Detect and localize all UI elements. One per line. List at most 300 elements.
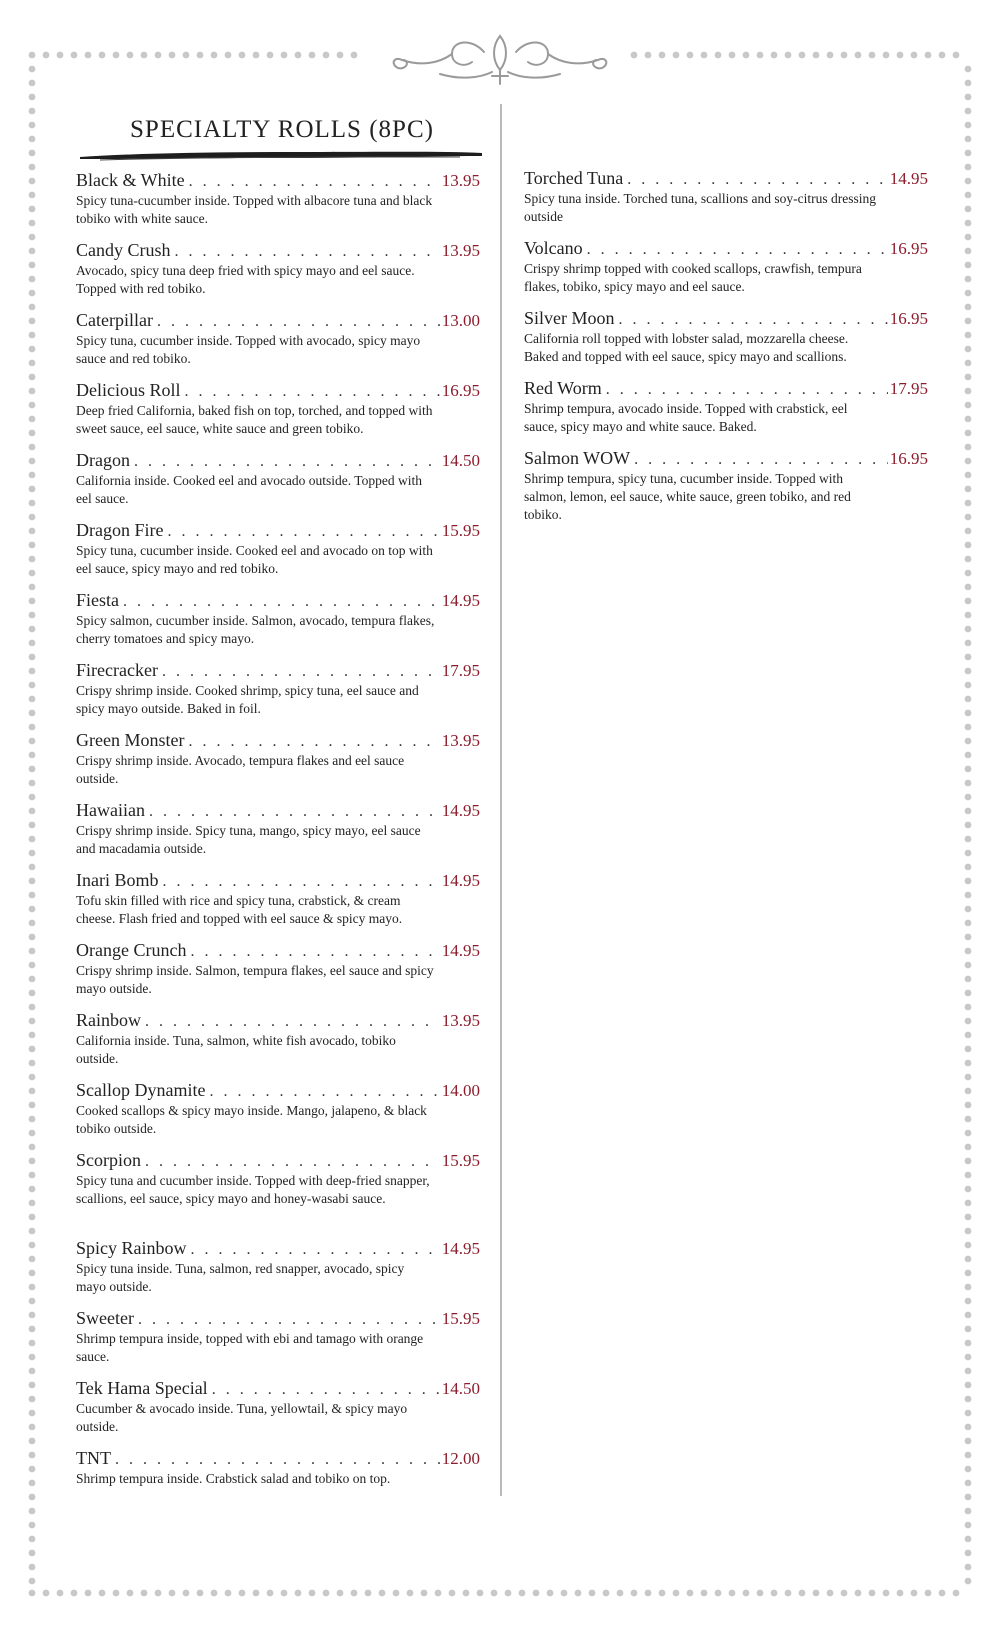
border-dot bbox=[965, 388, 972, 395]
border-dot bbox=[29, 1438, 36, 1445]
menu-item-header bbox=[76, 520, 480, 541]
border-dot bbox=[29, 1424, 36, 1431]
border-dot bbox=[965, 542, 972, 549]
border-dot bbox=[965, 122, 972, 129]
border-dot bbox=[883, 1590, 890, 1597]
menu-item-header bbox=[76, 870, 480, 891]
border-dot bbox=[85, 1590, 92, 1597]
menu-item-price: 14.50 bbox=[441, 451, 480, 470]
border-dot bbox=[29, 570, 36, 577]
menu-item bbox=[76, 1448, 480, 1518]
border-dot bbox=[29, 1032, 36, 1039]
menu-item bbox=[76, 450, 480, 520]
border-dot bbox=[603, 1590, 610, 1597]
menu-item-price: 13.95 bbox=[441, 171, 480, 190]
menu-item-description: Tofu skin filled with rice and spicy tuna, crabstick, & cream cheese. Flash fried and topped with eel sauce & spicy mayo. bbox=[76, 893, 403, 926]
border-dot bbox=[965, 640, 972, 647]
menu-item-price: 16.95 bbox=[441, 381, 480, 400]
menu-item-price: 14.95 bbox=[441, 1239, 480, 1258]
menu-item bbox=[76, 1378, 480, 1448]
border-dot bbox=[29, 1256, 36, 1263]
border-dot bbox=[239, 52, 246, 59]
border-dot bbox=[113, 52, 120, 59]
border-dot bbox=[29, 1074, 36, 1081]
border-dot bbox=[673, 1590, 680, 1597]
border-dot bbox=[29, 1214, 36, 1221]
menu-item-price: 15.95 bbox=[441, 1309, 480, 1328]
border-dot bbox=[965, 1130, 972, 1137]
border-dot bbox=[965, 1060, 972, 1067]
border-dot bbox=[29, 514, 36, 521]
menu-item-price: 13.95 bbox=[441, 1011, 480, 1030]
border-dot bbox=[29, 388, 36, 395]
dot-leader bbox=[587, 241, 888, 259]
border-dot bbox=[965, 1270, 972, 1277]
menu-item-header bbox=[76, 170, 480, 191]
border-dot bbox=[965, 136, 972, 143]
menu-item-name: Orange Crunch bbox=[76, 940, 187, 960]
menu-item bbox=[76, 240, 480, 310]
border-dot bbox=[561, 1590, 568, 1597]
border-dot bbox=[965, 1396, 972, 1403]
border-dot bbox=[785, 52, 792, 59]
border-dot bbox=[965, 1200, 972, 1207]
border-dot bbox=[965, 1410, 972, 1417]
dot-leader bbox=[619, 311, 888, 329]
menu-item-name: Tek Hama Special bbox=[76, 1378, 208, 1398]
menu-item-name: Dragon bbox=[76, 450, 130, 470]
dot-leader bbox=[167, 523, 439, 541]
dot-leader bbox=[634, 451, 888, 469]
border-dot bbox=[29, 1228, 36, 1235]
border-dot bbox=[239, 1590, 246, 1597]
menu-item-header bbox=[76, 660, 480, 681]
border-dot bbox=[743, 52, 750, 59]
border-dot bbox=[141, 1590, 148, 1597]
border-dot bbox=[29, 1172, 36, 1179]
dot-leader bbox=[157, 313, 440, 331]
border-dot bbox=[939, 52, 946, 59]
border-dot bbox=[29, 1046, 36, 1053]
border-dot bbox=[183, 52, 190, 59]
border-dot bbox=[883, 52, 890, 59]
border-dot bbox=[421, 1590, 428, 1597]
dot-leader bbox=[175, 243, 440, 261]
menu-item-description: Crispy shrimp topped with cooked scallops, crawfish, tempura flakes, tobiko, spicy mayo and eel sauce. bbox=[524, 261, 862, 294]
border-dot bbox=[29, 234, 36, 241]
border-dot bbox=[29, 1004, 36, 1011]
border-dot bbox=[29, 836, 36, 843]
menu-item-name: Delicious Roll bbox=[76, 380, 181, 400]
border-dot bbox=[965, 906, 972, 913]
menu-item-header bbox=[76, 800, 480, 821]
border-dot bbox=[729, 1590, 736, 1597]
border-dot bbox=[449, 1590, 456, 1597]
border-dot bbox=[463, 1590, 470, 1597]
border-dot bbox=[965, 696, 972, 703]
border-dot bbox=[29, 1396, 36, 1403]
menu-item-name: Red Worm bbox=[524, 378, 602, 398]
border-dot bbox=[127, 1590, 134, 1597]
border-dot bbox=[965, 178, 972, 185]
border-dot bbox=[29, 668, 36, 675]
border-dot bbox=[29, 934, 36, 941]
border-dot bbox=[965, 724, 972, 731]
menu-item-header bbox=[524, 378, 928, 399]
border-dot bbox=[965, 738, 972, 745]
border-dot bbox=[29, 290, 36, 297]
border-dot bbox=[965, 1186, 972, 1193]
border-dot bbox=[29, 738, 36, 745]
border-dot bbox=[127, 52, 134, 59]
menu-item-price: 17.95 bbox=[889, 379, 928, 398]
border-dot bbox=[295, 1590, 302, 1597]
border-dot bbox=[743, 1590, 750, 1597]
border-dot bbox=[965, 1368, 972, 1375]
border-dot bbox=[99, 52, 106, 59]
border-dot bbox=[965, 850, 972, 857]
menu-item-price: 16.95 bbox=[889, 449, 928, 468]
border-dot bbox=[965, 206, 972, 213]
menu-item bbox=[524, 448, 928, 522]
border-dot bbox=[965, 430, 972, 437]
border-dot bbox=[29, 1536, 36, 1543]
border-dot bbox=[309, 52, 316, 59]
border-dot bbox=[29, 94, 36, 101]
border-dot bbox=[29, 780, 36, 787]
border-dot bbox=[965, 1228, 972, 1235]
border-dot bbox=[29, 906, 36, 913]
border-dot bbox=[965, 780, 972, 787]
border-dot bbox=[965, 1214, 972, 1221]
border-dot bbox=[965, 262, 972, 269]
border-dot bbox=[965, 1298, 972, 1305]
border-dot bbox=[57, 52, 64, 59]
border-dot bbox=[965, 528, 972, 535]
border-dot bbox=[965, 1032, 972, 1039]
border-dot bbox=[29, 1410, 36, 1417]
menu-item-name: Caterpillar bbox=[76, 310, 153, 330]
border-dot bbox=[965, 234, 972, 241]
border-dot bbox=[965, 1116, 972, 1123]
border-dot bbox=[267, 52, 274, 59]
border-dot bbox=[965, 416, 972, 423]
border-dot bbox=[827, 1590, 834, 1597]
menu-item-price: 15.95 bbox=[441, 1151, 480, 1170]
border-dot bbox=[85, 52, 92, 59]
border-dot bbox=[29, 1564, 36, 1571]
border-dot bbox=[29, 682, 36, 689]
border-dot bbox=[827, 52, 834, 59]
menu-item-name: Scallop Dynamite bbox=[76, 1080, 206, 1100]
border-dot bbox=[965, 290, 972, 297]
menu-column-right bbox=[524, 168, 928, 522]
dot-leader bbox=[212, 1381, 440, 1399]
menu-item bbox=[76, 590, 480, 660]
border-dot bbox=[43, 1590, 50, 1597]
border-dot bbox=[29, 1242, 36, 1249]
border-dot bbox=[855, 52, 862, 59]
border-dot bbox=[965, 1382, 972, 1389]
menu-item-header bbox=[76, 1080, 480, 1101]
menu-item-header bbox=[76, 380, 480, 401]
border-dot bbox=[29, 1102, 36, 1109]
border-dot bbox=[965, 164, 972, 171]
border-dot bbox=[29, 458, 36, 465]
border-dot bbox=[965, 1158, 972, 1165]
dot-leader bbox=[188, 733, 439, 751]
menu-item-header bbox=[76, 1308, 480, 1329]
border-dot bbox=[29, 472, 36, 479]
border-dot bbox=[841, 52, 848, 59]
menu-item bbox=[76, 940, 480, 1010]
border-dot bbox=[965, 570, 972, 577]
border-dot bbox=[141, 52, 148, 59]
border-dot bbox=[965, 1284, 972, 1291]
border-dot bbox=[855, 1590, 862, 1597]
border-dot bbox=[29, 220, 36, 227]
border-dot bbox=[965, 836, 972, 843]
menu-item bbox=[76, 1308, 480, 1378]
border-dot bbox=[813, 1590, 820, 1597]
border-dot bbox=[29, 794, 36, 801]
dot-leader bbox=[138, 1311, 440, 1329]
border-dot bbox=[575, 1590, 582, 1597]
menu-item-description: Shrimp tempura, spicy tuna, cucumber inside. Topped with salmon, lemon, eel sauce, white sauce, green tobiko, and red tobiko. bbox=[524, 471, 851, 522]
dot-leader bbox=[191, 1241, 440, 1259]
border-dot bbox=[29, 108, 36, 115]
border-dot bbox=[29, 1522, 36, 1529]
border-dot bbox=[965, 1466, 972, 1473]
border-dot bbox=[211, 1590, 218, 1597]
menu-item-name: Dragon Fire bbox=[76, 520, 164, 540]
menu-item-header bbox=[76, 240, 480, 261]
border-dot bbox=[29, 430, 36, 437]
border-dot bbox=[785, 1590, 792, 1597]
menu-item bbox=[76, 1238, 480, 1308]
menu-item-description: Spicy tuna, cucumber inside. Cooked eel and avocado on top with eel sauce, spicy mayo and red tobiko. bbox=[76, 543, 433, 576]
border-dot bbox=[407, 1590, 414, 1597]
menu-item-name: Candy Crush bbox=[76, 240, 171, 260]
border-dot bbox=[869, 52, 876, 59]
border-dot bbox=[953, 52, 960, 59]
border-dot bbox=[965, 864, 972, 871]
border-dot bbox=[155, 52, 162, 59]
border-dot bbox=[965, 1102, 972, 1109]
menu-item-price: 14.95 bbox=[441, 591, 480, 610]
border-dot bbox=[965, 1354, 972, 1361]
dot-leader bbox=[189, 173, 440, 191]
menu-item-header bbox=[76, 590, 480, 611]
border-dot bbox=[965, 1494, 972, 1501]
border-dot bbox=[965, 766, 972, 773]
border-dot bbox=[965, 598, 972, 605]
dot-leader bbox=[145, 1153, 440, 1171]
border-dot bbox=[211, 52, 218, 59]
border-dot bbox=[965, 948, 972, 955]
border-dot bbox=[281, 1590, 288, 1597]
border-dot bbox=[29, 878, 36, 885]
border-dot bbox=[965, 318, 972, 325]
border-dot bbox=[965, 108, 972, 115]
border-dot bbox=[965, 1018, 972, 1025]
border-dot bbox=[29, 864, 36, 871]
border-dot bbox=[169, 1590, 176, 1597]
border-dot bbox=[365, 1590, 372, 1597]
menu-item bbox=[76, 520, 480, 590]
menu-item bbox=[76, 800, 480, 870]
menu-item-description: Avocado, spicy tuna deep fried with spicy mayo and eel sauce. Topped with red tobiko. bbox=[76, 263, 415, 296]
border-dot bbox=[965, 1522, 972, 1529]
border-dot bbox=[29, 962, 36, 969]
border-dot bbox=[29, 164, 36, 171]
border-dot bbox=[645, 52, 652, 59]
menu-item bbox=[524, 168, 928, 238]
border-dot bbox=[965, 444, 972, 451]
border-dot bbox=[757, 1590, 764, 1597]
border-dot bbox=[29, 1088, 36, 1095]
border-dot bbox=[925, 1590, 932, 1597]
menu-item-price: 12.00 bbox=[441, 1449, 480, 1468]
menu-item-name: Black & White bbox=[76, 170, 185, 190]
menu-item bbox=[76, 1010, 480, 1080]
menu-item-header bbox=[76, 1448, 480, 1469]
menu-item-price: 14.95 bbox=[441, 941, 480, 960]
border-dot bbox=[351, 1590, 358, 1597]
border-dot bbox=[965, 1326, 972, 1333]
border-dot bbox=[965, 934, 972, 941]
border-dot bbox=[491, 1590, 498, 1597]
border-dot bbox=[965, 1256, 972, 1263]
border-dot bbox=[965, 710, 972, 717]
menu-item-name: Salmon WOW bbox=[524, 448, 631, 468]
border-dot bbox=[29, 500, 36, 507]
border-dot bbox=[965, 584, 972, 591]
border-dot bbox=[965, 1242, 972, 1249]
border-dot bbox=[519, 1590, 526, 1597]
border-dot bbox=[29, 402, 36, 409]
border-dot bbox=[965, 990, 972, 997]
menu-item-header bbox=[524, 168, 928, 189]
menu-item-header bbox=[76, 1010, 480, 1031]
border-dot bbox=[295, 52, 302, 59]
border-dot bbox=[505, 1590, 512, 1597]
menu-item-price: 17.95 bbox=[441, 661, 480, 680]
menu-item-description: Crispy shrimp inside. Cooked shrimp, spicy tuna, eel sauce and spicy mayo outside. Baked in foil. bbox=[76, 683, 419, 716]
dot-leader bbox=[163, 873, 440, 891]
menu-item-price: 14.50 bbox=[441, 1379, 480, 1398]
border-dot bbox=[617, 1590, 624, 1597]
border-dot bbox=[71, 52, 78, 59]
border-dot bbox=[965, 892, 972, 899]
border-dot bbox=[477, 1590, 484, 1597]
border-dot bbox=[965, 752, 972, 759]
border-dot bbox=[29, 1284, 36, 1291]
border-dot bbox=[29, 360, 36, 367]
menu-item bbox=[76, 1150, 480, 1238]
border-dot bbox=[869, 1590, 876, 1597]
menu-item-description: Shrimp tempura, avocado inside. Topped with crabstick, eel sauce, spicy mayo and white sauce. Baked. bbox=[524, 401, 848, 434]
border-dot bbox=[253, 1590, 260, 1597]
menu-item-name: Sweeter bbox=[76, 1308, 134, 1328]
menu-item-description: Spicy salmon, cucumber inside. Salmon, avocado, tempura flakes, cherry tomatoes and spicy mayo. bbox=[76, 613, 435, 646]
menu-item-name: Volcano bbox=[524, 238, 583, 258]
border-dot bbox=[799, 1590, 806, 1597]
border-dot bbox=[225, 52, 232, 59]
border-dot bbox=[29, 66, 36, 73]
border-dot bbox=[701, 52, 708, 59]
border-dot bbox=[687, 52, 694, 59]
border-dot bbox=[965, 668, 972, 675]
section-title: SPECIALTY ROLLS (8PC) bbox=[130, 116, 434, 143]
border-dot bbox=[965, 976, 972, 983]
border-dot bbox=[323, 1590, 330, 1597]
border-dot bbox=[965, 514, 972, 521]
border-dot bbox=[965, 1480, 972, 1487]
border-dot bbox=[29, 80, 36, 87]
border-dot bbox=[29, 332, 36, 339]
border-dot bbox=[965, 1312, 972, 1319]
border-dot bbox=[29, 1452, 36, 1459]
border-dot bbox=[29, 1158, 36, 1165]
border-dot bbox=[645, 1590, 652, 1597]
border-dot bbox=[393, 1590, 400, 1597]
menu-item-header bbox=[76, 1238, 480, 1259]
menu-item-description: Crispy shrimp inside. Salmon, tempura flakes, eel sauce and spicy mayo outside. bbox=[76, 963, 434, 996]
menu-item-price: 14.95 bbox=[889, 169, 928, 188]
border-dot bbox=[29, 1550, 36, 1557]
dot-leader bbox=[115, 1451, 440, 1469]
border-dot bbox=[281, 52, 288, 59]
border-dot bbox=[29, 486, 36, 493]
menu-item-name: Fiesta bbox=[76, 590, 119, 610]
dot-leader bbox=[145, 1013, 440, 1031]
border-dot bbox=[435, 1590, 442, 1597]
border-dot bbox=[29, 598, 36, 605]
menu-item-price: 13.00 bbox=[441, 311, 480, 330]
menu-item bbox=[76, 1080, 480, 1150]
border-dot bbox=[309, 1590, 316, 1597]
menu-item-header bbox=[524, 448, 928, 469]
border-dot bbox=[29, 976, 36, 983]
border-dot bbox=[29, 1018, 36, 1025]
border-dot bbox=[29, 136, 36, 143]
dot-leader bbox=[627, 171, 888, 189]
border-dot bbox=[965, 654, 972, 661]
border-dot bbox=[29, 948, 36, 955]
menu-item-name: Inari Bomb bbox=[76, 870, 159, 890]
border-dot bbox=[687, 1590, 694, 1597]
border-dot bbox=[29, 1298, 36, 1305]
border-dot bbox=[965, 1088, 972, 1095]
menu-item-header bbox=[524, 238, 928, 259]
menu-item-description: Shrimp tempura inside, topped with ebi and tamago with orange sauce. bbox=[76, 1331, 424, 1364]
border-dot bbox=[953, 1590, 960, 1597]
border-dot bbox=[841, 1590, 848, 1597]
border-dot bbox=[29, 122, 36, 129]
border-dot bbox=[29, 626, 36, 633]
border-dot bbox=[631, 1590, 638, 1597]
border-dot bbox=[29, 1186, 36, 1193]
border-dot bbox=[965, 80, 972, 87]
menu-item-name: Spicy Rainbow bbox=[76, 1238, 187, 1258]
border-dot bbox=[183, 1590, 190, 1597]
border-dot bbox=[197, 1590, 204, 1597]
column-divider bbox=[500, 104, 502, 1496]
border-dot bbox=[29, 150, 36, 157]
border-dot bbox=[29, 206, 36, 213]
menu-item-description: Spicy tuna inside. Tuna, salmon, red snapper, avocado, spicy mayo outside. bbox=[76, 1261, 405, 1294]
